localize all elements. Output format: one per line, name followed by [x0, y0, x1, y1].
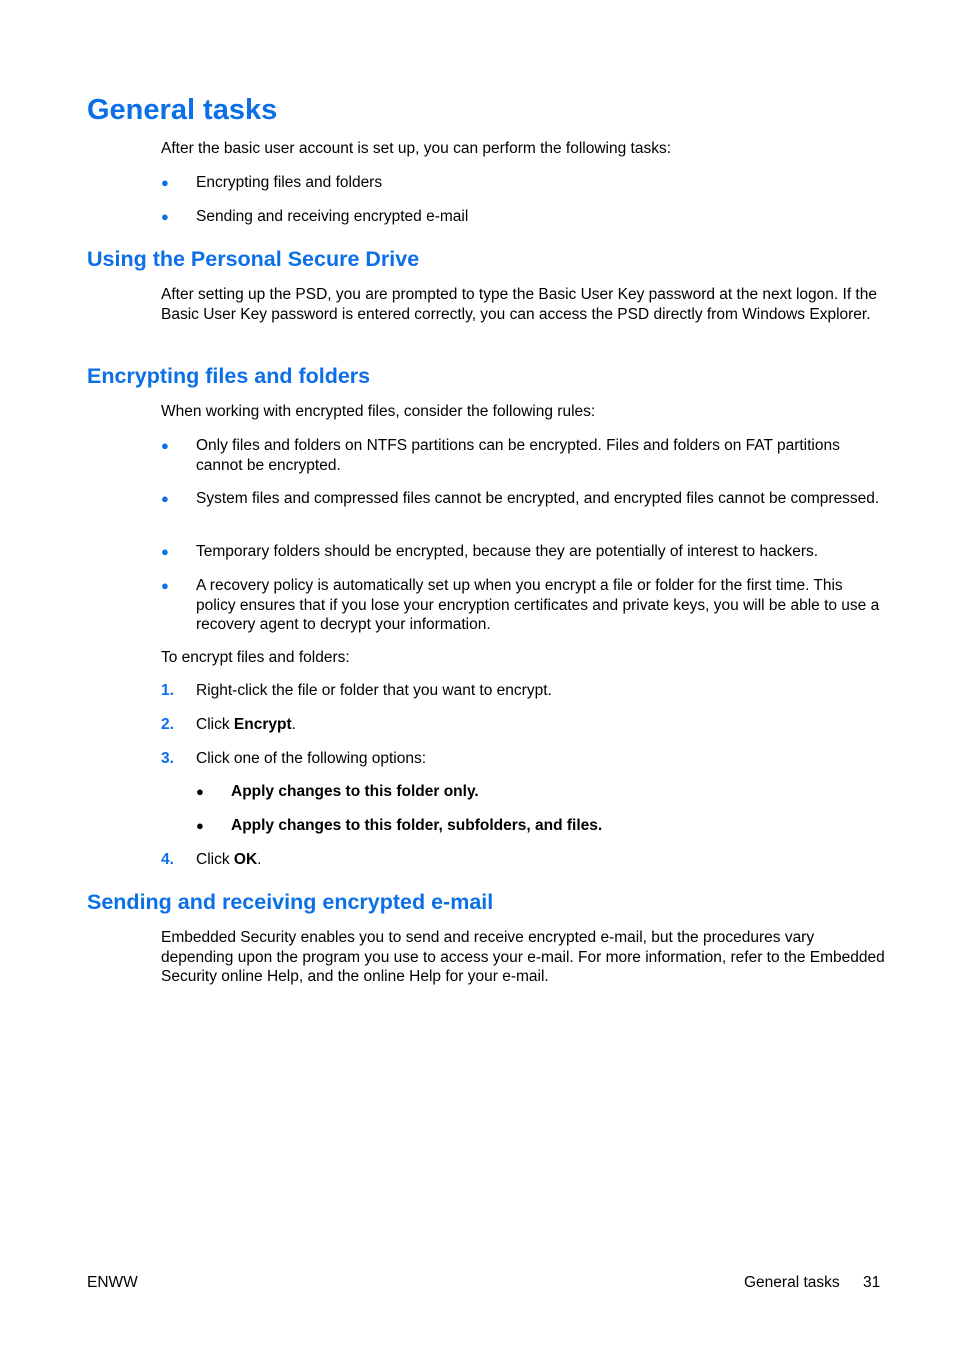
- footer-left-label: ENWW: [87, 1274, 138, 1291]
- option-text: Apply changes to this folder only.: [231, 783, 479, 800]
- bullet-icon: ●: [161, 209, 169, 224]
- bullet-icon: ●: [161, 578, 169, 593]
- step-number: 3.: [161, 750, 174, 767]
- step-text-suffix: .: [257, 851, 262, 868]
- bullet-icon: ●: [161, 491, 169, 506]
- email-paragraph: Embedded Security enables you to send and receive encrypted e-mail, but the procedures vary depending upon the program you use to access your e-mail. For more information, refer to the Embedded Security online Help, and the online Help for your e-mail.: [161, 929, 885, 985]
- bullet-text: System files and compressed files cannot be encrypted, and encrypted files cannot be compressed.: [196, 490, 880, 507]
- rules-intro-paragraph: When working with encrypted files, consider the following rules:: [161, 403, 596, 420]
- ui-label-encrypt: Encrypt: [233, 716, 292, 733]
- bullet-icon: ●: [196, 818, 204, 833]
- option-text: Apply changes to this folder, subfolders, and files.: [231, 817, 603, 834]
- steps-intro-paragraph: To encrypt files and folders:: [161, 649, 350, 666]
- section-heading-email: Sending and receiving encrypted e-mail: [87, 890, 494, 914]
- step-text: Right-click the file or folder that you want to encrypt.: [196, 682, 552, 699]
- bullet-text: Only files and folders on NTFS partitions can be encrypted. Files and folders on FAT partitions cannot be encrypted.: [196, 437, 840, 474]
- step-text: [196, 850, 886, 870]
- step-number: 2.: [161, 716, 174, 733]
- bullet-icon: ●: [196, 784, 204, 799]
- intro-paragraph: After the basic user account is set up, you can perform the following tasks:: [161, 140, 672, 157]
- bullet-text: Sending and receiving encrypted e-mail: [196, 208, 469, 225]
- bullet-text: A recovery policy is automatically set up when you encrypt a file or folder for the first time. This policy ensures that if you lose your encryption certificates and private keys, you will be able to use a recovery agent to decrypt your information.: [196, 577, 880, 633]
- footer-section-title: General tasks: [744, 1274, 840, 1291]
- step-text-suffix: .: [291, 716, 296, 733]
- step-text-prefix: Click: [196, 716, 234, 733]
- step-text: [196, 715, 886, 735]
- step-number: 1.: [161, 682, 174, 699]
- bullet-icon: ●: [161, 175, 169, 190]
- page-title: General tasks: [87, 94, 278, 126]
- ui-label-ok: OK: [233, 851, 258, 868]
- section-heading-psd: Using the Personal Secure Drive: [87, 247, 420, 271]
- bullet-text: Temporary folders should be encrypted, because they are potentially of interest to hackers.: [196, 543, 819, 560]
- psd-paragraph: After setting up the PSD, you are prompted to type the Basic User Key password at the next logon. If the Basic User Key password is entered correctly, you can access the PSD directly from Windows Explorer.: [161, 286, 877, 323]
- bullet-icon: ●: [161, 438, 169, 453]
- bullet-icon: ●: [161, 544, 169, 559]
- step-text: Click one of the following options:: [196, 750, 427, 767]
- section-heading-encrypting: Encrypting files and folders: [87, 364, 371, 388]
- step-number: 4.: [161, 851, 174, 868]
- footer-page-number: 31: [863, 1274, 881, 1291]
- step-text-prefix: Click: [196, 851, 234, 868]
- bullet-text: Encrypting files and folders: [196, 174, 383, 191]
